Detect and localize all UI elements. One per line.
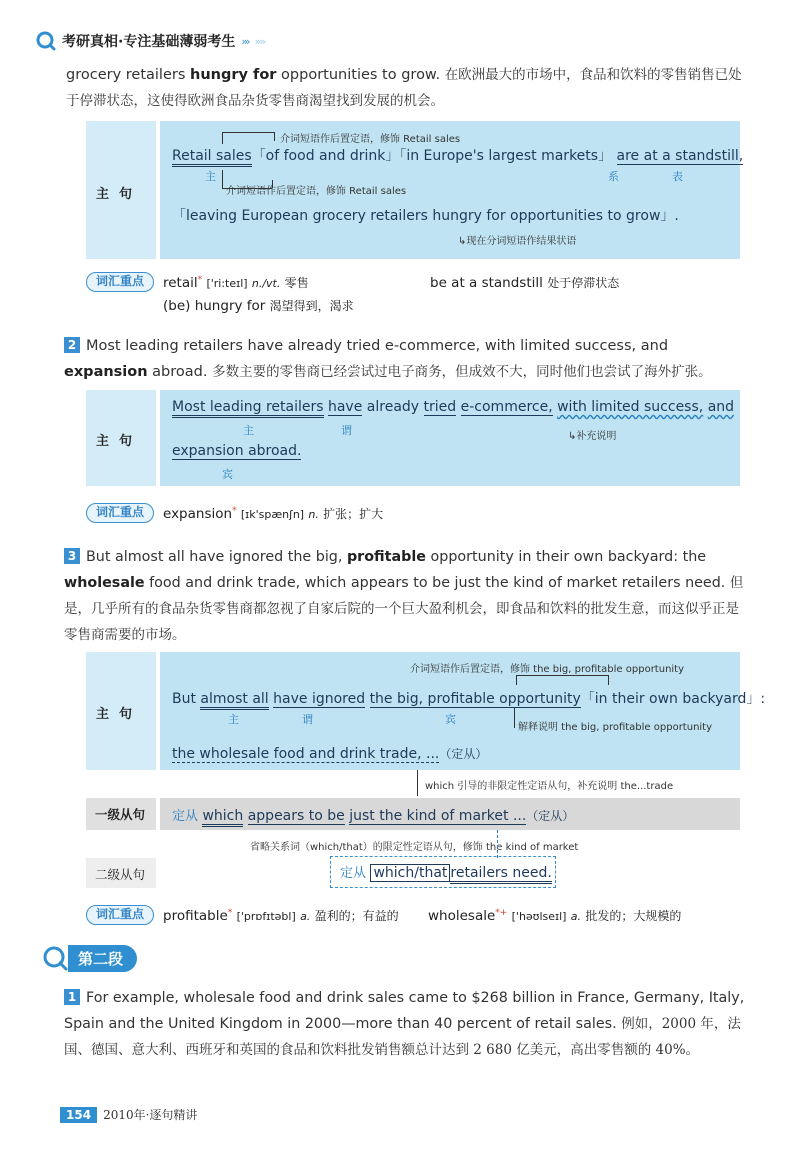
vocab1-w2-zh: 处于停滞状态 bbox=[547, 276, 620, 290]
box1-note-top: 介词短语作后置定语，修饰 Retail sales bbox=[280, 134, 461, 145]
box3-l1-verb: appears to be bbox=[247, 808, 345, 824]
vocab3-w2-ipa: ['həʊlseɪl] bbox=[511, 910, 567, 923]
vocab3-w1-star: * bbox=[227, 908, 233, 918]
box1-arrow-top-v2 bbox=[274, 132, 275, 141]
box3-label-l2: 二级从句 bbox=[95, 867, 146, 882]
box2-sentence-2 bbox=[172, 443, 301, 459]
p3-en-d: wholesale bbox=[64, 575, 145, 591]
box1-verb: are at a standstill, bbox=[616, 148, 744, 164]
vocab1-w1-ipa: ['ri:teɪl] bbox=[206, 277, 248, 290]
box1-tag-xi: 系 bbox=[608, 170, 619, 183]
box2-subject: Most leading retailers bbox=[172, 399, 324, 418]
box3-line2-tag: （定从） bbox=[439, 747, 488, 761]
vocab3-badge: 词汇重点 bbox=[86, 905, 154, 925]
box1-sentence-2: 「leaving European grocery retailers hungry for opportunities to grow」. bbox=[172, 208, 679, 224]
vocab1-w3: (be) hungry for bbox=[163, 298, 266, 314]
box3-sentence-1 bbox=[172, 688, 765, 708]
paragraph-2 bbox=[64, 333, 750, 385]
vocab1-badge: 词汇重点 bbox=[86, 272, 154, 292]
p3-en-c: opportunity in their own backyard: the bbox=[425, 549, 707, 565]
vocab3-word1 bbox=[163, 907, 399, 924]
box3-pp: 「in their own backyard」: bbox=[580, 691, 766, 707]
vocab3-w1-pos: a. bbox=[300, 910, 311, 923]
box2-obj: e-commerce, bbox=[460, 399, 553, 415]
box3-arrow-app bbox=[514, 708, 515, 728]
box3-arrow-top-h bbox=[516, 675, 608, 676]
paragraph-3 bbox=[64, 544, 750, 648]
vocab1-word3 bbox=[163, 297, 354, 314]
box3-obj: the big, profitable opportunity bbox=[369, 691, 581, 707]
chevrons-icon: ››› bbox=[241, 34, 249, 48]
box2-note-text: 补充说明 bbox=[576, 431, 617, 442]
p3-number: 3 bbox=[64, 548, 80, 564]
page-footer bbox=[60, 1106, 197, 1123]
box3-note-top: 介词短语作后置定语，修饰 the big, profitable opportunity bbox=[410, 664, 685, 675]
box3-l2-which: which/that bbox=[370, 864, 450, 882]
p2-en-bold: expansion bbox=[64, 364, 148, 380]
p4-zh-c: 售额的 40%。 bbox=[610, 1042, 700, 1058]
page-number: 154 bbox=[60, 1107, 97, 1123]
box3-l1-which: which bbox=[202, 808, 243, 827]
box2-tag-zhu: 主 bbox=[243, 424, 254, 437]
box1-tag-subject: 主 bbox=[205, 170, 216, 183]
box3-subject: almost all bbox=[200, 691, 268, 710]
vocab3-w2-zh: 批发的；大规模的 bbox=[585, 909, 682, 923]
p2-en-post: abroad. bbox=[152, 364, 208, 380]
vocab1-word2 bbox=[430, 274, 619, 291]
vocab3-w1: profitable bbox=[163, 908, 228, 924]
vocab3-word2 bbox=[428, 907, 681, 924]
box3-verb: have ignored bbox=[273, 691, 366, 707]
vocab2-badge: 词汇重点 bbox=[86, 503, 154, 523]
p1-zh: 在欧洲最大的市场中，食品和饮料的零售销售已处于停滞状态，这使得欧洲食品杂货零售商渴望找到发展的机会。 bbox=[66, 67, 742, 109]
box1-arrow-top-v bbox=[222, 132, 223, 144]
vocab1-word1 bbox=[163, 274, 309, 291]
p4-number: 1 bbox=[64, 989, 80, 1005]
box2-line2: expansion abroad. bbox=[172, 443, 302, 459]
box2-tag-wei: 谓 bbox=[341, 424, 352, 437]
p4-en1: For example, wholesale food and drink sales came to $268 billion in France, Germany, Italy, bbox=[86, 990, 745, 1006]
search-logo-icon bbox=[36, 31, 56, 51]
box3-l1-rest: just the kind of market ... bbox=[349, 808, 527, 824]
p3-zh-b: 是，几乎所有的食品杂货零售商都忽视了自家后院的一个巨大盈利机会，即食品和饮料的批发 bbox=[64, 601, 618, 617]
header-title: 考研真相·专注基础薄弱考生 bbox=[62, 34, 236, 50]
box3-but: But bbox=[172, 691, 196, 707]
p1-en-bold: hungry for bbox=[190, 67, 277, 83]
box2-verb: tried bbox=[423, 399, 457, 415]
p4-en2: Spain and the United Kingdom in 2000—more than 40 percent of retail sales. bbox=[64, 1016, 617, 1032]
box3-tag-zhu: 主 bbox=[228, 713, 239, 726]
p2-number: 2 bbox=[64, 337, 80, 353]
box3-note-omit: 省略关系词（which/that）的限定性定语从句，修饰 the kind of market bbox=[250, 842, 579, 853]
p2-en-pre: Most leading retailers have already tried e-commerce, with limited success, and bbox=[86, 338, 669, 354]
box2-have: have bbox=[327, 399, 363, 415]
vocab3-w2-star: *+ bbox=[495, 908, 508, 918]
vocab2-w1-pos: n. bbox=[308, 508, 319, 521]
vocab3-w1-ipa: ['prɒfɪtəbl] bbox=[236, 910, 296, 923]
p1-en-post: opportunities to grow. bbox=[276, 67, 441, 83]
box3-arrow-top-v bbox=[516, 675, 517, 685]
box1-subject: Retail sales bbox=[172, 148, 252, 167]
box1-arrow-top-h bbox=[222, 132, 274, 133]
box2-and: and bbox=[707, 399, 735, 415]
p3-zh-a: 但 bbox=[729, 575, 744, 591]
vocab2-w1-ipa: [ɪk'spænʃn] bbox=[240, 508, 305, 521]
box3-l1-tag: 定从 bbox=[172, 809, 199, 824]
p3-en-a: But almost all have ignored the big, bbox=[86, 549, 347, 565]
vocab2-w1: expansion bbox=[163, 506, 233, 522]
paragraph-4 bbox=[64, 985, 750, 1063]
box3-sentence-2 bbox=[172, 745, 487, 762]
vocab1-w3-zh: 渴望得到，渴求 bbox=[269, 299, 354, 313]
box3-l1-end: （定从） bbox=[526, 809, 575, 823]
vocab1-w1-zh: 零售 bbox=[284, 276, 309, 290]
box2-tag-bin: 宾 bbox=[222, 468, 233, 481]
box3-l2-rest: retailers need. bbox=[450, 865, 551, 884]
box2-sentence-1 bbox=[172, 399, 734, 415]
box1-pp1: 「of food and drink」 bbox=[251, 148, 400, 164]
vocab1-w2: be at a standstill bbox=[430, 275, 543, 291]
section-heading bbox=[42, 943, 137, 973]
box2-with: with limited success, bbox=[557, 399, 704, 415]
paragraph-1-continued bbox=[66, 62, 746, 114]
footer-text: 2010年·逐句精讲 bbox=[103, 1108, 198, 1122]
box3-l1-sentence bbox=[172, 805, 574, 824]
chevrons-faint-icon: ›››› bbox=[254, 34, 265, 48]
box3-l2-tag: 定从 bbox=[340, 866, 367, 881]
box2-label: 主句 bbox=[96, 434, 143, 449]
box2-already: already bbox=[366, 399, 420, 415]
section-title: 第二段 bbox=[68, 945, 137, 972]
box3-arrow-which bbox=[417, 770, 418, 796]
box1-note-mid: 介词短语作后置定语，修饰 Retail sales bbox=[226, 186, 407, 197]
box1-note-bottom: ↳现在分词短语作结果状语 bbox=[458, 236, 577, 247]
box3-arrow-top-v2 bbox=[608, 675, 609, 685]
box3-note-apposition: 解释说明 the big, profitable opportunity bbox=[518, 722, 713, 733]
box1-note-bottom-text: 现在分词短语作结果状语 bbox=[466, 236, 577, 247]
box3-l2-sentence bbox=[340, 862, 552, 881]
box1-pp2: 「in Europe's largest markets」 bbox=[399, 148, 613, 164]
box3-tag-bin: 宾 bbox=[445, 713, 456, 726]
p4-zh-a: 例如，2000 年， bbox=[621, 1016, 728, 1032]
vocab1-w1-star: * bbox=[197, 275, 203, 285]
vocab3-w2: wholesale bbox=[428, 908, 496, 924]
box3-note-which: which 引导的非限定性定语从句，补充说明 the...trade bbox=[425, 781, 674, 792]
box1-tag-biao: 表 bbox=[672, 170, 683, 183]
vocab2-w1-zh: 扩张；扩大 bbox=[323, 507, 384, 521]
search-section-icon bbox=[42, 945, 68, 971]
vocab3-w1-zh: 盈利的；有益的 bbox=[314, 909, 399, 923]
box3-label-main: 主句 bbox=[96, 707, 143, 722]
p1-en-pre: grocery retailers bbox=[66, 67, 191, 83]
vocab2-w1-star: * bbox=[232, 506, 237, 516]
box3-tag-wei: 谓 bbox=[302, 713, 313, 726]
p3-en-e: food and drink trade, which appears to be just the kind of market retailers need. bbox=[144, 575, 726, 591]
box2-note: ↳补充说明 bbox=[568, 431, 617, 442]
vocab1-w1-pos: n./vt. bbox=[251, 277, 281, 290]
p3-en-b: profitable bbox=[346, 549, 426, 565]
p2-zh: 多数主要的零售商已经尝试过电子商务，但成效不大，同时他们也尝试了海外扩张。 bbox=[212, 364, 712, 380]
p3-zh-c: 生意，而这似乎正是零售商需要的市场。 bbox=[64, 601, 739, 643]
vocab1-w1: retail bbox=[163, 275, 198, 291]
box1-label: 主句 bbox=[96, 187, 143, 202]
page-header bbox=[36, 30, 264, 52]
box3-arrow-omit bbox=[497, 830, 498, 858]
box3-line2: the wholesale food and drink trade, ... bbox=[172, 746, 440, 762]
p4-zh-b: 法国、德国、意大利、西班牙和英国的食品和饮料批发销售额总计达到 2 680 亿美元，高出零 bbox=[64, 1016, 741, 1058]
box1-sentence-1 bbox=[172, 145, 743, 165]
vocab2-word1 bbox=[163, 505, 383, 522]
vocab3-w2-pos: a. bbox=[570, 910, 582, 923]
box3-label-l1: 一级从句 bbox=[95, 807, 146, 822]
